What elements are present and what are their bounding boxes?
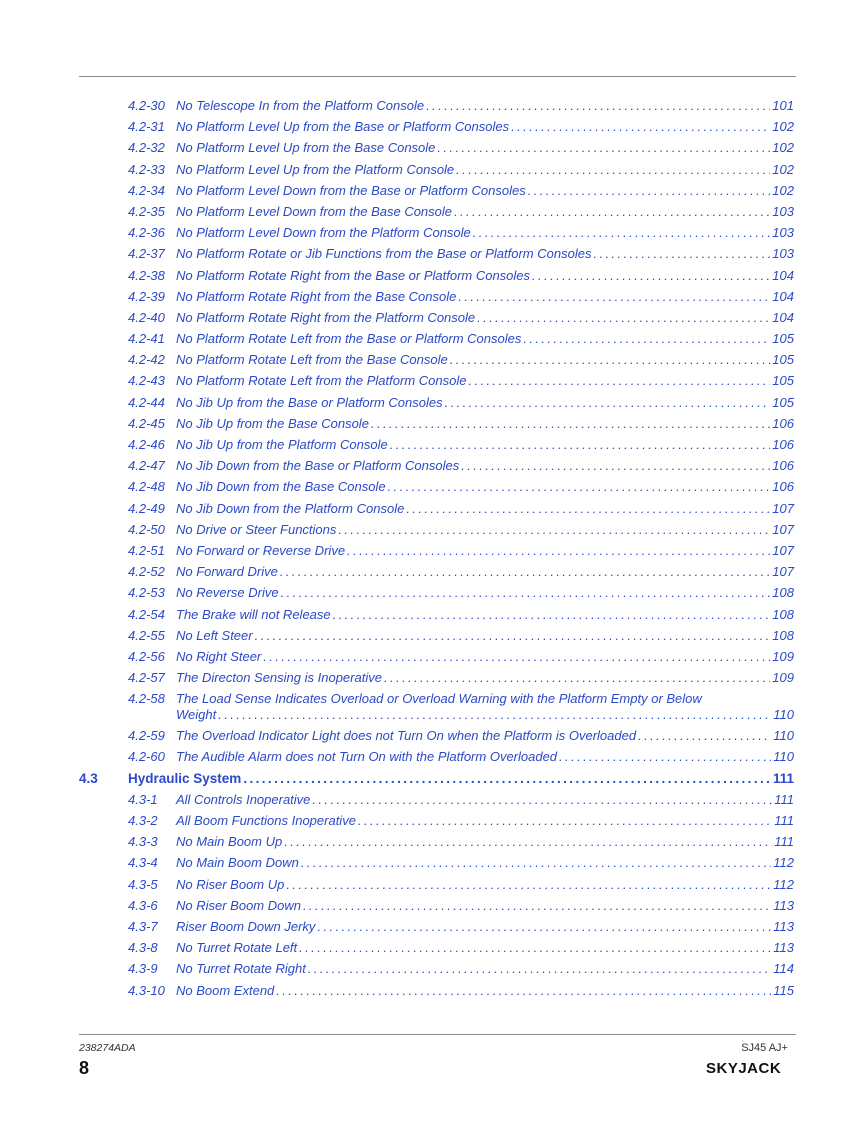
entry-page: 103 [772,203,794,219]
dot-leader [333,604,771,625]
toc-entry[interactable] [79,116,794,137]
entry-page: 113 [773,940,794,956]
entry-number: 4.2-47 [128,458,165,474]
entry-page: 113 [773,918,794,934]
entry-number: 4.2-52 [128,564,165,580]
entry-page: 106 [772,437,794,452]
entry-page: 106 [772,415,794,431]
dot-leader [384,667,770,688]
entry-title: No Main Boom Down [176,855,299,871]
entry-page: 102 [772,119,794,135]
entry-title: No Main Boom Up [176,834,283,850]
dot-leader [532,265,770,286]
entry-number: 4.2-58 [128,690,165,706]
toc-entry[interactable] [79,392,794,413]
model-name: SJ45 AJ+ [741,1042,788,1054]
dot-leader [284,831,772,852]
entry-number: 4.2-40 [128,309,165,325]
entry-title: No Boom Extend [176,982,275,998]
entry-page: 104 [772,288,794,304]
header-rule [79,76,796,77]
dot-leader [255,625,771,646]
entry-page: 111 [774,813,794,828]
entry-page: 104 [772,267,794,283]
entry-page: 104 [772,309,794,325]
toc-entry[interactable] [79,455,794,476]
entry-number: 4.2-32 [128,140,165,156]
entry-title: No Platform Rotate Left from the Platform Console [176,373,467,389]
section-page: 111 [772,770,794,786]
entry-page: 107 [772,564,794,580]
entry-number: 4.2-30 [128,98,165,113]
entry-number: 4.2-38 [128,267,165,283]
entry-number: 4.2-36 [128,225,165,241]
toc-entry[interactable] [79,916,794,937]
skyjack-logo [706,1058,788,1076]
dot-leader [286,874,771,895]
entry-title: No Jib Up from the Base Console [176,415,369,431]
entry-title: No Turret Rotate Right [176,961,306,977]
entry-title: No Left Steer [176,627,253,643]
entry-page: 105 [772,394,794,410]
dot-leader [303,895,771,916]
entry-number: 4.2-44 [128,394,165,410]
dot-leader [523,328,770,349]
toc-entry[interactable] [79,980,794,1001]
entry-number: 4.2-60 [128,749,165,765]
dot-leader [426,95,770,116]
entry-number: 4.2-39 [128,288,165,304]
entry-title: All Controls Inoperative [176,791,311,807]
dot-leader [593,243,770,264]
entry-page: 106 [772,458,794,474]
entry-number: 4.2-56 [128,648,165,664]
entry-number: 4.3-8 [128,940,158,956]
entry-number: 4.2-31 [128,119,165,135]
entry-title: No Forward Drive [176,564,278,580]
entry-number: 4.2-45 [128,415,165,431]
entry-number: 4.3-9 [128,961,158,977]
entry-page: 107 [772,500,794,516]
entry-number: 4.2-54 [128,606,165,622]
entry-number: 4.2-46 [128,437,165,452]
entry-number: 4.3-10 [128,982,165,998]
toc-entry[interactable] [79,725,794,746]
toc-entry[interactable] [79,95,794,116]
entry-number: 4.2-55 [128,627,165,643]
entry-number: 4.3-5 [128,876,158,892]
dot-leader [263,646,770,667]
toc-entry[interactable] [79,646,794,667]
toc-entry[interactable] [79,413,794,434]
dot-leader [276,980,771,1001]
entry-page: 111 [774,834,794,850]
dot-leader [338,519,770,540]
table-of-contents [79,95,794,1001]
entry-number: 4.3-6 [128,897,158,913]
dot-leader [281,582,771,603]
dot-leader [308,958,771,979]
dot-leader [468,370,770,391]
dot-leader [218,707,771,723]
dot-leader [358,810,772,831]
entry-page: 109 [772,670,794,686]
entry-title: No Platform Rotate Right from the Base Console [176,288,457,304]
entry-page: 105 [772,352,794,368]
entry-number: 4.2-50 [128,521,165,537]
entry-page: 103 [772,225,794,241]
entry-title: No Platform Rotate Left from the Base or Platform Consoles [176,331,522,347]
dot-leader [477,307,770,328]
toc-entries-4-2 [79,95,794,768]
dot-leader [559,746,771,767]
toc-entry[interactable] [79,810,794,831]
entry-title: No Platform Level Up from the Base or Platform Consoles [176,119,510,135]
entry-number: 4.3-7 [128,918,158,934]
entry-title: No Platform Rotate Left from the Base Console [176,352,448,368]
dot-leader [437,137,770,158]
entry-title: All Boom Functions Inoperative [176,813,356,828]
entry-number: 4.2-34 [128,182,165,198]
entry-title: No Right Steer [176,648,262,664]
toc-entry[interactable] [79,180,794,201]
dot-leader [528,180,771,201]
toc-entry[interactable] [79,370,794,391]
dot-leader [456,159,770,180]
section-title: Hydraulic System [128,770,242,786]
toc-entry[interactable] [79,540,794,561]
entry-number: 4.3-1 [128,791,158,807]
entry-page: 105 [772,373,794,389]
entry-title: No Platform Level Down from the Base Console [176,203,453,219]
entry-title: No Jib Down from the Platform Console [176,500,405,516]
toc-entry[interactable] [79,265,794,286]
dot-leader [388,476,771,497]
entry-title: No Jib Down from the Base or Platform Consoles [176,458,460,474]
toc-entry[interactable] [79,874,794,895]
dot-leader [450,349,771,370]
entry-page: 110 [773,749,794,765]
entry-title: No Platform Level Down from the Base or Platform Consoles [176,182,526,198]
toc-entry[interactable] [79,831,794,852]
entry-title: The Audible Alarm does not Turn On with the Platform Overloaded [176,749,558,765]
dot-leader [406,498,770,519]
dot-leader [390,434,771,455]
entry-title: The Overload Indicator Light does not Turn On when the Platform is Overloaded [176,728,637,744]
entry-number: 4.3-2 [128,813,158,828]
dot-leader [299,937,771,958]
entry-title: No Forward or Reverse Drive [176,542,346,558]
dot-leader [445,392,771,413]
toc-entry[interactable] [79,688,794,725]
entry-number: 4.2-48 [128,479,165,495]
toc-entry[interactable] [79,243,794,264]
entry-title-continued: Weight [176,706,217,722]
entry-title: No Drive or Steer Functions [176,521,337,537]
entry-number: 4.2-35 [128,203,165,219]
entry-title: No Jib Up from the Base or Platform Consoles [176,394,443,410]
entry-title: The Load Sense Indicates Overload or Overload Warning with the Platform Empty or Below [176,690,702,706]
entry-number: 4.2-51 [128,542,165,558]
toc-entry[interactable] [79,137,794,158]
toc-entry[interactable] [79,582,794,603]
entry-title: Riser Boom Down Jerky [176,918,316,934]
toc-entry[interactable] [79,789,794,810]
entry-page: 111 [774,791,794,807]
entry-number: 4.3-4 [128,855,158,871]
toc-entry[interactable] [79,286,794,307]
entry-title: No Platform Level Down from the Platform Console [176,225,471,241]
entry-number: 4.2-49 [128,500,165,516]
entry-page: 105 [772,331,794,347]
toc-entry[interactable] [79,895,794,916]
entry-title: No Jib Down from the Base Console [176,479,386,495]
toc-entry[interactable] [79,519,794,540]
entry-number: 4.3-3 [128,834,158,850]
toc-entry[interactable] [79,604,794,625]
entry-page: 109 [772,648,794,664]
entry-number: 4.2-57 [128,670,165,686]
footer-rule [79,1034,796,1035]
toc-entry[interactable] [79,625,794,646]
entry-number: 4.2-43 [128,373,165,389]
toc-entries-4-3 [79,789,794,1001]
dot-leader [461,455,770,476]
entry-title: No Platform Rotate Right from the Platform Console [176,309,476,325]
dot-leader [473,222,771,243]
dot-leader [280,561,770,582]
entry-page: 110 [773,728,794,744]
toc-entry[interactable] [79,349,794,370]
entry-title: No Platform Level Up from the Base Console [176,140,436,156]
section-number: 4.3 [79,770,98,786]
entry-number: 4.2-33 [128,161,165,177]
dot-leader [243,768,771,789]
dot-leader [312,789,772,810]
entry-page: 107 [772,521,794,537]
entry-page: 108 [772,627,794,643]
entry-page: 108 [772,606,794,622]
entry-page: 103 [772,246,794,262]
toc-entry[interactable] [79,667,794,688]
entry-page: 106 [772,479,794,495]
entry-title: The Brake will not Release [176,606,331,622]
page-number: 8 [79,1058,90,1078]
entry-number: 4.2-53 [128,585,165,601]
toc-entry[interactable] [79,159,794,180]
dot-leader [454,201,770,222]
entry-page: 114 [773,961,794,977]
toc-section-heading[interactable] [79,768,794,789]
entry-page: 107 [772,542,794,558]
entry-page: 110 [773,706,794,722]
entry-page: 102 [772,140,794,156]
toc-entry[interactable] [79,746,794,767]
entry-title: No Platform Rotate or Jib Functions from the Base or Platform Consoles [176,246,592,262]
entry-number: 4.2-59 [128,728,165,744]
entry-page: 112 [773,855,794,871]
entry-title: No Reverse Drive [176,585,279,601]
toc-entry[interactable] [79,498,794,519]
toc-entry[interactable] [79,476,794,497]
entry-title: No Telescope In from the Platform Console [176,98,425,113]
toc-entry[interactable] [79,201,794,222]
toc-entry[interactable] [79,561,794,582]
dot-leader [347,540,770,561]
dot-leader [301,852,771,873]
entry-number: 4.2-41 [128,331,165,347]
toc-entry[interactable] [79,434,794,455]
toc-entry[interactable] [79,937,794,958]
entry-number: 4.2-42 [128,352,165,368]
entry-title: No Riser Boom Up [176,876,285,892]
dot-leader [371,413,770,434]
entry-title: No Platform Level Up from the Platform Console [176,161,455,177]
toc-entry[interactable] [79,307,794,328]
entry-number: 4.2-37 [128,246,165,262]
entry-title: The Directon Sensing is Inoperative [176,670,382,686]
dot-leader [458,286,770,307]
entry-title: No Turret Rotate Left [176,940,298,956]
logo-text: SKYJACK [706,1060,782,1076]
entry-page: 112 [773,876,794,892]
toc-entry[interactable] [79,958,794,979]
dot-leader [638,725,771,746]
entry-page: 115 [773,982,794,998]
entry-title: No Jib Up from the Platform Console [176,437,388,452]
toc-entry[interactable] [79,222,794,243]
entry-page: 101 [772,98,794,113]
entry-page: 108 [772,585,794,601]
entry-page: 102 [772,161,794,177]
entry-page: 102 [772,182,794,198]
dot-leader [317,916,771,937]
entry-title: No Platform Rotate Right from the Base or Platform Consoles [176,267,531,283]
document-id: 238274ADA [79,1042,136,1054]
entry-title: No Riser Boom Down [176,897,301,913]
dot-leader [511,116,770,137]
toc-entry[interactable] [79,852,794,873]
entry-page: 113 [773,897,794,913]
toc-entry[interactable] [79,328,794,349]
